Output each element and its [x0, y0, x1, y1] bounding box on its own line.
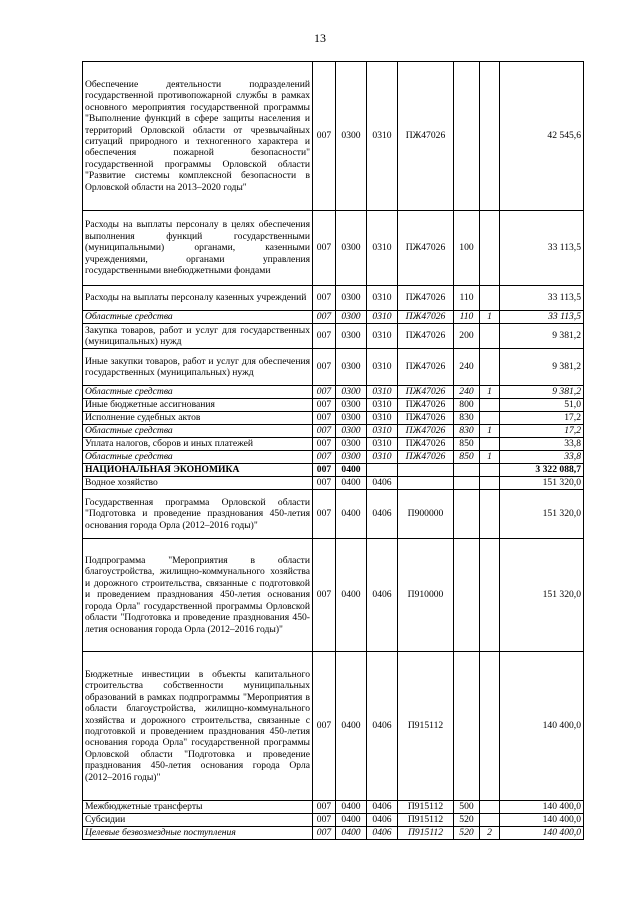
table-row	[83, 438, 584, 451]
row-name-cell: Субсидии	[83, 814, 313, 827]
subsection-code-cell: 0310	[367, 62, 398, 211]
subsection-code-cell: 0406	[367, 539, 398, 652]
subsection-code-cell: 0310	[367, 349, 398, 386]
subsection-code-cell	[367, 464, 398, 477]
ministry-code-cell: 007	[313, 399, 336, 412]
section-code-cell: 0300	[336, 451, 367, 464]
funding-source-cell	[480, 814, 500, 827]
subsection-code-cell: 0406	[367, 814, 398, 827]
table-row	[83, 451, 584, 464]
table-row	[83, 412, 584, 425]
target-article-cell	[398, 477, 454, 490]
ministry-code-cell: 007	[313, 349, 336, 386]
amount-cell: 33 113,5	[500, 311, 584, 324]
funding-source-cell	[480, 801, 500, 814]
row-name-cell: Исполнение судебных актов	[83, 412, 313, 425]
amount-cell: 9 381,2	[500, 324, 584, 349]
section-code-cell: 0300	[336, 286, 367, 311]
section-code-cell: 0400	[336, 490, 367, 539]
section-code-cell: 0300	[336, 324, 367, 349]
table-row	[83, 490, 584, 539]
table-row	[83, 477, 584, 490]
expense-type-cell: 850	[454, 451, 480, 464]
expense-type-cell: 110	[454, 286, 480, 311]
funding-source-cell: 1	[480, 386, 500, 399]
table-row	[83, 286, 584, 311]
expense-type-cell	[454, 490, 480, 539]
section-code-cell: 0300	[336, 311, 367, 324]
table-row	[83, 425, 584, 438]
table-row	[83, 311, 584, 324]
subsection-code-cell: 0310	[367, 451, 398, 464]
target-article-cell: ПЖ47026	[398, 425, 454, 438]
target-article-cell: П915112	[398, 814, 454, 827]
target-article-cell: П915112	[398, 827, 454, 840]
section-code-cell: 0400	[336, 652, 367, 801]
expense-type-cell	[454, 62, 480, 211]
amount-cell: 33 113,5	[500, 286, 584, 311]
ministry-code-cell: 007	[313, 477, 336, 490]
expense-type-cell: 240	[454, 386, 480, 399]
subsection-code-cell: 0406	[367, 827, 398, 840]
page-number: 13	[314, 31, 326, 45]
expense-type-cell: 520	[454, 827, 480, 840]
target-article-cell: П915112	[398, 652, 454, 801]
row-name-cell: Межбюджетные трансферты	[83, 801, 313, 814]
target-article-cell: ПЖ47026	[398, 386, 454, 399]
amount-cell: 33 113,5	[500, 211, 584, 286]
target-article-cell: ПЖ47026	[398, 349, 454, 386]
row-name-cell: Уплата налогов, сборов и иных платежей	[83, 438, 313, 451]
target-article-cell: П915112	[398, 801, 454, 814]
subsection-code-cell: 0406	[367, 652, 398, 801]
row-name-cell: Областные средства	[83, 311, 313, 324]
table-row	[83, 211, 584, 286]
target-article-cell: ПЖ47026	[398, 62, 454, 211]
section-code-cell: 0300	[336, 412, 367, 425]
ministry-code-cell: 007	[313, 490, 336, 539]
funding-source-cell	[480, 62, 500, 211]
ministry-code-cell: 007	[313, 652, 336, 801]
target-article-cell: ПЖ47026	[398, 399, 454, 412]
ministry-code-cell: 007	[313, 425, 336, 438]
amount-cell: 151 320,0	[500, 539, 584, 652]
row-name-cell: Целевые безвозмездные поступления	[83, 827, 313, 840]
funding-source-cell: 1	[480, 311, 500, 324]
expense-type-cell	[454, 652, 480, 801]
ministry-code-cell: 007	[313, 62, 336, 211]
subsection-code-cell: 0310	[367, 211, 398, 286]
row-name-cell: Обеспечение деятельности подразделений государственной противопожарной службы в рамках основного мероприятия государственной программы "Выполнение функций в сфере защиты населения и территорий Орловской области от чрезвычайных ситуаций природного и техногенного характера и обеспечения пожарной безопасности" государственной программы Орловской области "Развитие системы комплексной безопасности в Орловской области на 2013–2020 годы"	[83, 62, 313, 211]
funding-source-cell: 1	[480, 451, 500, 464]
expense-type-cell: 500	[454, 801, 480, 814]
section-code-cell: 0300	[336, 211, 367, 286]
ministry-code-cell: 007	[313, 311, 336, 324]
funding-source-cell	[480, 652, 500, 801]
expense-type-cell: 830	[454, 412, 480, 425]
ministry-code-cell: 007	[313, 464, 336, 477]
amount-cell: 9 381,2	[500, 349, 584, 386]
row-name-cell: НАЦИОНАЛЬНАЯ ЭКОНОМИКА	[83, 464, 313, 477]
section-code-cell: 0300	[336, 438, 367, 451]
amount-cell: 33,8	[500, 451, 584, 464]
subsection-code-cell: 0310	[367, 324, 398, 349]
target-article-cell: ПЖ47026	[398, 286, 454, 311]
expense-type-cell: 830	[454, 425, 480, 438]
funding-source-cell	[480, 349, 500, 386]
ministry-code-cell: 007	[313, 324, 336, 349]
ministry-code-cell: 007	[313, 801, 336, 814]
amount-cell: 140 400,0	[500, 652, 584, 801]
row-name-cell: Подпрограмма "Мероприятия в области благоустройства, жилищно-коммунального хозяйства и дорожного строительства, связанные с подготовкой и проведением празднования 450-летия основания города Орла" государственной программы Орловской области "Подготовка и проведение празднования 450-летия основания города Орла (2012–2016 годы)"	[83, 539, 313, 652]
budget-table	[82, 61, 584, 840]
expense-type-cell: 110	[454, 311, 480, 324]
expense-type-cell: 800	[454, 399, 480, 412]
section-code-cell: 0400	[336, 477, 367, 490]
amount-cell: 17,2	[500, 425, 584, 438]
amount-cell: 140 400,0	[500, 801, 584, 814]
row-name-cell: Иные бюджетные ассигнования	[83, 399, 313, 412]
table-row	[83, 652, 584, 801]
row-name-cell: Областные средства	[83, 451, 313, 464]
ministry-code-cell: 007	[313, 539, 336, 652]
subsection-code-cell: 0310	[367, 286, 398, 311]
ministry-code-cell: 007	[313, 827, 336, 840]
subsection-code-cell: 0406	[367, 477, 398, 490]
funding-source-cell	[480, 490, 500, 539]
subsection-code-cell: 0406	[367, 490, 398, 539]
target-article-cell: П910000	[398, 539, 454, 652]
table-row	[83, 539, 584, 652]
target-article-cell: П900000	[398, 490, 454, 539]
funding-source-cell	[480, 286, 500, 311]
target-article-cell: ПЖ47026	[398, 311, 454, 324]
row-name-cell: Расходы на выплаты персоналу в целях обеспечения выполнения функций государственными (муниципальными) органами, казенными учреждениями, органами управления государственными внебюджетными фондами	[83, 211, 313, 286]
ministry-code-cell: 007	[313, 814, 336, 827]
budget-table-body	[83, 62, 584, 840]
subsection-code-cell: 0310	[367, 386, 398, 399]
subsection-code-cell: 0406	[367, 801, 398, 814]
funding-source-cell	[480, 412, 500, 425]
target-article-cell	[398, 464, 454, 477]
row-name-cell: Бюджетные инвестиции в объекты капитального строительства собственности муниципальных образований в рамках подпрограммы "Мероприятия в области благоустройства, жилищно-коммунального хозяйства и дорожного строительства, связанные с подготовкой и проведением празднования 450-летия основания города Орла" государственной программы Орловской области "Подготовка и проведение празднования 450-летия основания города Орла (2012–2016 годы)"	[83, 652, 313, 801]
section-code-cell: 0300	[336, 399, 367, 412]
amount-cell: 140 400,0	[500, 814, 584, 827]
funding-source-cell	[480, 477, 500, 490]
funding-source-cell	[480, 539, 500, 652]
section-code-cell: 0400	[336, 464, 367, 477]
row-name-cell: Областные средства	[83, 386, 313, 399]
section-code-cell: 0300	[336, 349, 367, 386]
row-name-cell: Расходы на выплаты персоналу казенных учреждений	[83, 286, 313, 311]
funding-source-cell: 1	[480, 425, 500, 438]
subsection-code-cell: 0310	[367, 311, 398, 324]
ministry-code-cell: 007	[313, 438, 336, 451]
funding-source-cell	[480, 399, 500, 412]
amount-cell: 151 320,0	[500, 490, 584, 539]
table-row	[83, 62, 584, 211]
table-row	[83, 324, 584, 349]
table-row	[83, 827, 584, 840]
row-name-cell: Закупка товаров, работ и услуг для государственных (муниципальных) нужд	[83, 324, 313, 349]
section-code-cell: 0400	[336, 801, 367, 814]
ministry-code-cell: 007	[313, 451, 336, 464]
funding-source-cell	[480, 438, 500, 451]
expense-type-cell	[454, 464, 480, 477]
expense-type-cell: 850	[454, 438, 480, 451]
section-code-cell: 0300	[336, 425, 367, 438]
row-name-cell: Областные средства	[83, 425, 313, 438]
ministry-code-cell: 007	[313, 286, 336, 311]
row-name-cell: Иные закупки товаров, работ и услуг для обеспечения государственных (муниципальных) нужд	[83, 349, 313, 386]
table-row	[83, 801, 584, 814]
subsection-code-cell: 0310	[367, 425, 398, 438]
subsection-code-cell: 0310	[367, 399, 398, 412]
section-code-cell: 0300	[336, 386, 367, 399]
amount-cell: 151 320,0	[500, 477, 584, 490]
ministry-code-cell: 007	[313, 211, 336, 286]
amount-cell: 17,2	[500, 412, 584, 425]
expense-type-cell: 520	[454, 814, 480, 827]
table-row	[83, 814, 584, 827]
table-row	[83, 349, 584, 386]
target-article-cell: ПЖ47026	[398, 451, 454, 464]
ministry-code-cell: 007	[313, 412, 336, 425]
subsection-code-cell: 0310	[367, 412, 398, 425]
expense-type-cell: 200	[454, 324, 480, 349]
section-code-cell: 0400	[336, 827, 367, 840]
target-article-cell: ПЖ47026	[398, 211, 454, 286]
funding-source-cell	[480, 464, 500, 477]
expense-type-cell: 240	[454, 349, 480, 386]
funding-source-cell	[480, 324, 500, 349]
amount-cell: 51,0	[500, 399, 584, 412]
subsection-code-cell: 0310	[367, 438, 398, 451]
expense-type-cell	[454, 539, 480, 652]
target-article-cell: ПЖ47026	[398, 412, 454, 425]
amount-cell: 9 381,2	[500, 386, 584, 399]
target-article-cell: ПЖ47026	[398, 438, 454, 451]
target-article-cell: ПЖ47026	[398, 324, 454, 349]
funding-source-cell	[480, 211, 500, 286]
amount-cell: 3 322 088,7	[500, 464, 584, 477]
ministry-code-cell: 007	[313, 386, 336, 399]
expense-type-cell	[454, 477, 480, 490]
amount-cell: 140 400,0	[500, 827, 584, 840]
amount-cell: 42 545,6	[500, 62, 584, 211]
table-row	[83, 399, 584, 412]
row-name-cell: Водное хозяйство	[83, 477, 313, 490]
section-code-cell: 0300	[336, 62, 367, 211]
table-row	[83, 464, 584, 477]
table-row	[83, 386, 584, 399]
section-code-cell: 0400	[336, 814, 367, 827]
row-name-cell: Государственная программа Орловской области "Подготовка и проведение празднования 450-летия основания города Орла (2012–2016 годы)"	[83, 490, 313, 539]
expense-type-cell: 100	[454, 211, 480, 286]
amount-cell: 33,8	[500, 438, 584, 451]
funding-source-cell: 2	[480, 827, 500, 840]
section-code-cell: 0400	[336, 539, 367, 652]
